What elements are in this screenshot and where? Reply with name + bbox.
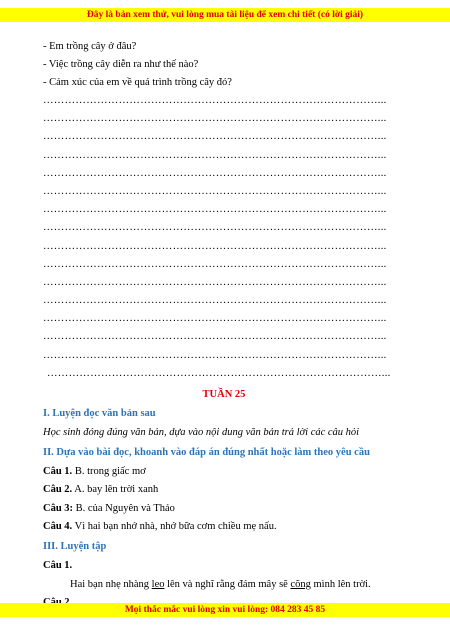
section-heading: II. Dựa vào bài đọc, khoanh vào đáp án đúng nhất hoặc làm theo yêu cầu	[43, 447, 370, 458]
answer-label: Câu 1.	[43, 465, 73, 477]
contact-footer-banner: Mọi thắc mắc vui lòng xin vui lòng: 084 283 45 85	[0, 603, 450, 617]
sentence-part: lên và nghĩ rằng đám mây sẽ	[164, 578, 291, 590]
answer-line: …………………………………………………………………………………...	[43, 276, 387, 288]
answer-label: Câu 3:	[43, 502, 74, 514]
answer-item	[43, 500, 405, 518]
answer-line: …………………………………………………………………………………...	[43, 204, 387, 216]
answer-item	[43, 518, 405, 536]
question-line: - Em trồng cây ở đâu?	[43, 41, 137, 52]
answer-text: B. trong giấc mơ	[72, 465, 146, 477]
answer-line: …………………………………………………………………………………...	[43, 113, 387, 125]
question-line: - Cảm xúc của em về quá trình trồng cây đó?	[43, 77, 232, 88]
answer-lines	[43, 92, 405, 383]
sentence-part: mình lên trời.	[310, 578, 371, 590]
answer-line: …………………………………………………………………………………...	[43, 240, 387, 252]
question-line: - Việc trồng cây diễn ra như thế nào?	[43, 59, 199, 70]
answer-line: …………………………………………………………………………………...	[43, 95, 387, 106]
answer-line: …………………………………………………………………………………...	[43, 258, 387, 270]
answer-label: Câu 2.	[43, 484, 73, 495]
answer-text: A. bay lên trời xanh	[72, 484, 159, 495]
answer-line: …………………………………………………………………………………...	[43, 185, 387, 197]
answer-line: …………………………………………………………………………………...	[43, 131, 387, 143]
answer-text: Vì hai bạn nhớ nhà, nhớ bữa cơm chiều mẹ nấu.	[72, 521, 277, 532]
document-body	[43, 38, 405, 612]
answer-line: …………………………………………………………………………………...	[43, 149, 387, 161]
answer-label: Câu 4.	[43, 521, 73, 532]
exercise-number: Câu 1.	[43, 559, 73, 571]
sentence-part: Hai bạn nhẹ nhàng	[70, 578, 152, 590]
answer-line: …………………………………………………………………………………...	[43, 222, 387, 234]
answer-line: …………………………………………………………………………………...	[43, 349, 387, 361]
underlined-word: leo	[151, 578, 165, 590]
answer-line: …………………………………………………………………………………...	[43, 295, 387, 307]
answer-item	[43, 481, 405, 499]
week-heading: TUẦN 25	[202, 389, 246, 400]
section-heading: I. Luyện đọc văn bản sau	[43, 408, 156, 419]
exercise-label	[43, 557, 405, 575]
answer-line: …………………………………………………………………………………...	[43, 313, 387, 325]
exercise-sentence	[43, 576, 405, 594]
answer-line: …………………………………………………………………………………...	[47, 367, 391, 379]
answer-item	[43, 463, 405, 481]
answer-line: …………………………………………………………………………………...	[43, 331, 387, 343]
section-heading: III. Luyện tập	[43, 541, 107, 552]
preview-notice-banner: Đây là bản xem thử, vui lòng mua tài liệu để xem chi tiết (có lời giải)	[0, 8, 450, 22]
instruction-text: Học sinh đóng đúng văn bản, dựa vào nội dung văn bản trả lời các câu hỏi	[43, 427, 360, 438]
answer-line: …………………………………………………………………………………...	[43, 167, 387, 179]
answer-text: B. của Nguyên và Thảo	[73, 502, 175, 514]
underlined-word: cõng	[290, 578, 311, 590]
